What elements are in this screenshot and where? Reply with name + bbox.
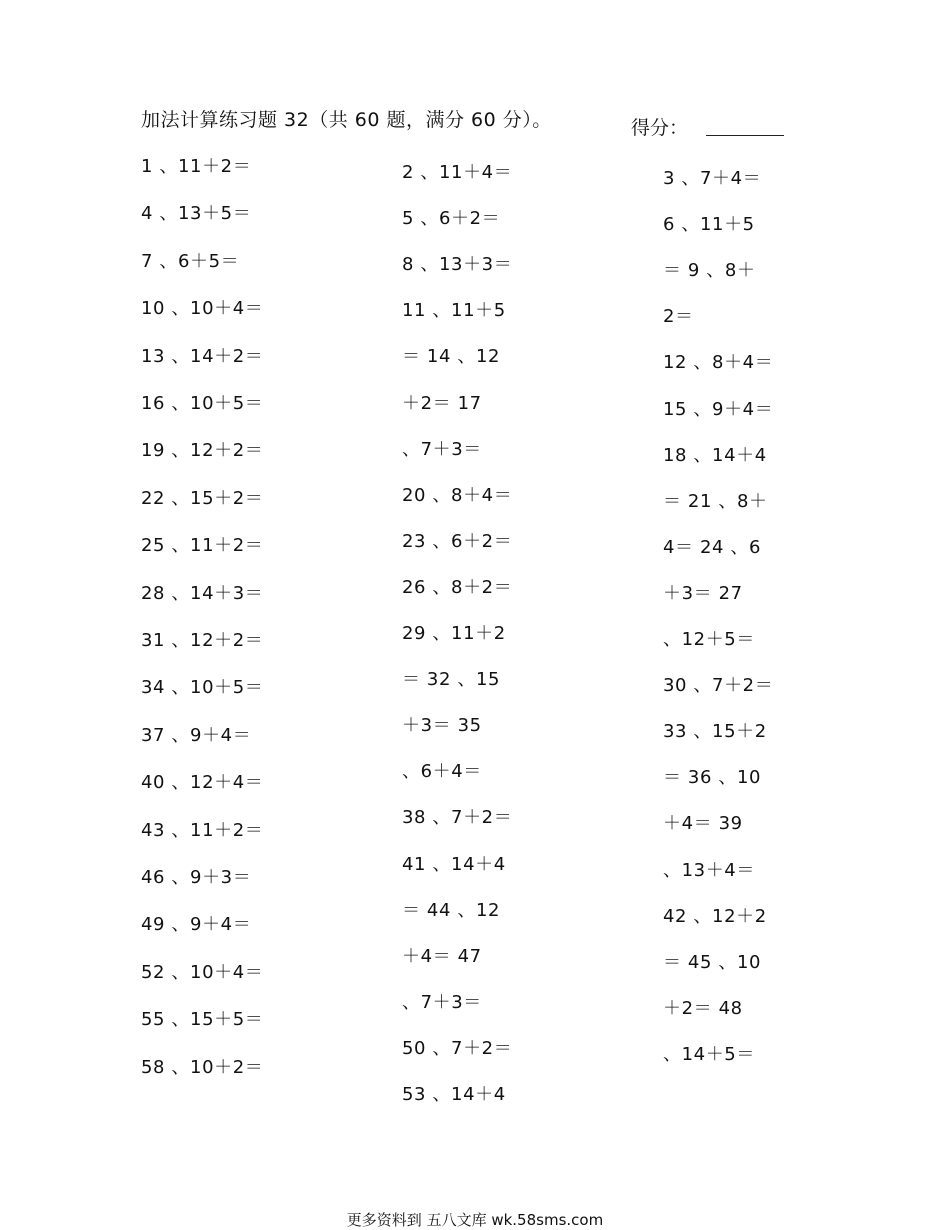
problem-line: 42 、12＋2 [663,905,767,927]
problem-line: 25 、11＋2＝ [141,535,264,557]
problem-line: 38 、7＋2＝ [402,807,513,829]
problem-line: 46 、9＋3＝ [141,867,252,888]
problem-line: 43 、11＋2＝ [141,819,264,841]
problem-line: 40 、12＋4＝ [141,772,264,794]
problem-line: 6 、11＋5 [663,214,755,236]
problem-line: ＝ 45 、10 [663,951,762,973]
problem-line: ＝ 14 、12 [402,346,501,368]
problem-line: 15 、9＋4＝ [663,398,774,420]
problem-line: ＋2＝ 48 [663,997,743,1019]
problem-line: 41 、14＋4 [402,853,506,875]
problem-line: 、7＋3＝ [402,991,482,1013]
problem-line: ＋4＝ 47 [402,945,482,967]
problem-line: 20 、8＋4＝ [402,484,513,506]
problem-line: 4＝ 24 、6 [663,536,762,558]
problem-line: 13 、14＋2＝ [141,345,264,367]
problem-line: 30 、7＋2＝ [663,675,774,697]
problem-line: 2 、11＋4＝ [402,162,513,183]
problem-line: ＝ 21 、8＋ [663,490,768,512]
problem-line: 49 、9＋4＝ [141,914,252,936]
problem-line: 29 、11＋2 [402,623,506,644]
score-label: 得分： [631,117,689,139]
problem-line: 、14＋5＝ [663,1043,755,1065]
problem-line: 5 、6＋2＝ [402,208,501,230]
problem-line: 4 、13＋5＝ [141,203,252,225]
page-title: 加法计算练习题 32（共 60 题，满分 60 分）。 [141,109,552,131]
problem-line: 34 、10＋5＝ [141,677,264,699]
problem-line: 28 、14＋3＝ [141,582,264,604]
problem-line: ＝ 36 、10 [663,767,762,789]
problem-line: 2＝ [663,306,694,328]
problem-line: 55 、15＋5＝ [141,1009,264,1031]
problem-line: 19 、12＋2＝ [141,440,264,462]
problem-line: ＝ 44 、12 [402,899,501,921]
problem-line: 50 、7＋2＝ [402,1037,513,1059]
problem-line: 52 、10＋4＝ [141,961,264,983]
problem-line: 16 、10＋5＝ [141,393,264,414]
problem-line: ＋3＝ 27 [663,582,743,604]
problem-line: 、6＋4＝ [402,761,482,783]
problem-line: 31 、12＋2＝ [141,630,264,651]
score-blank-line [706,135,784,136]
problem-line: 26 、8＋2＝ [402,576,513,598]
problem-line: 11 、11＋5 [402,300,506,322]
problem-line: 53 、14＋4 [402,1084,506,1105]
problem-line: ＋2＝ 17 [402,392,482,414]
problem-line: 、7＋3＝ [402,438,482,460]
problem-line: 12 、8＋4＝ [663,352,774,374]
footer-watermark: 更多资料到 五八文库 wk.58sms.com [346,1211,604,1229]
problem-line: 、13＋4＝ [663,859,755,881]
problem-line: 18 、14＋4 [663,444,767,466]
problem-line: 7 、6＋5＝ [141,250,240,272]
problem-line: 1 、11＋2＝ [141,156,252,177]
problem-line: ＝ 9 、8＋ [663,260,756,282]
problem-line: 58 、10＋2＝ [141,1056,264,1078]
problem-line: 3 、7＋4＝ [663,168,762,189]
problem-line: 23 、6＋2＝ [402,530,513,552]
problem-line: ＋3＝ 35 [402,715,482,737]
problem-line: 33 、15＋2 [663,721,767,743]
problem-line: ＝ 32 、15 [402,669,501,691]
problem-line: 10 、10＋4＝ [141,298,264,320]
problem-line: 、12＋5＝ [663,629,755,650]
problem-line: ＋4＝ 39 [663,813,743,835]
problem-line: 22 、15＋2＝ [141,487,264,509]
problem-line: 8 、13＋3＝ [402,254,513,276]
problem-line: 37 、9＋4＝ [141,724,252,746]
